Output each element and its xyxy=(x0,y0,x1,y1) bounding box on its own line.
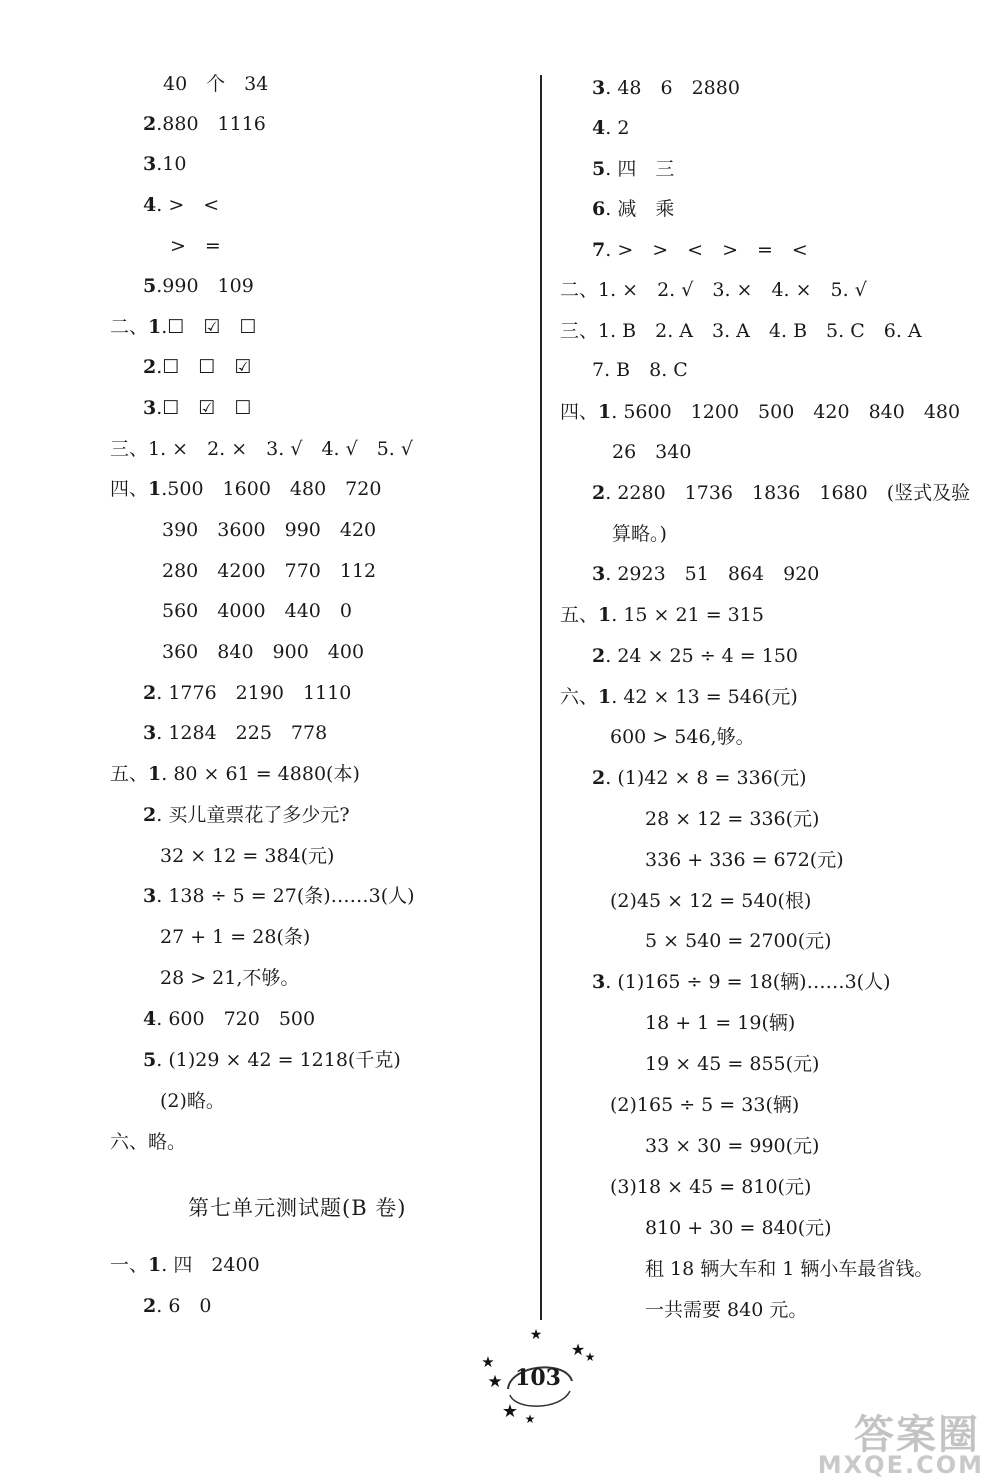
answer-line: 19 × 45 = 855(元) xyxy=(645,1053,820,1075)
answer-line: 5.990 109 xyxy=(143,275,254,297)
watermark-url: MXQE.COM xyxy=(817,1451,984,1479)
svg-text:★: ★ xyxy=(501,1401,519,1422)
watermark-text: 答案圈 xyxy=(854,1412,980,1458)
answer-line: 7. B 8. C xyxy=(592,359,688,381)
answer-line: 六、略。 xyxy=(110,1131,187,1153)
answer-line: 五、1. 80 × 61 = 4880(本) xyxy=(110,763,360,785)
answer-line: (2)165 ÷ 5 = 33(辆) xyxy=(610,1094,800,1116)
answer-line: 二、1. × 2. √ 3. × 4. × 5. √ xyxy=(560,279,867,301)
answer-line: 一、1. 四 2400 xyxy=(110,1254,260,1276)
answer-line: 2. 2280 1736 1836 1680 (竖式及验 xyxy=(592,482,971,504)
answer-line: 4. 2 xyxy=(592,117,630,139)
answer-line: 33 × 30 = 990(元) xyxy=(645,1135,820,1157)
answer-line: 5. 四 三 xyxy=(592,158,675,180)
answer-line: 3.☐ ☑ ☐ xyxy=(143,397,252,419)
answer-line: 280 4200 770 112 xyxy=(162,560,377,582)
answer-line: 390 3600 990 420 xyxy=(162,519,377,541)
answer-line: 40 个 34 xyxy=(163,73,269,95)
answer-line: 4. > < xyxy=(143,194,220,216)
answer-line: 3. 138 ÷ 5 = 27(条)……3(人) xyxy=(143,885,415,907)
answer-line: 32 × 12 = 384(元) xyxy=(160,845,335,867)
answer-line: 28 > 21,不够。 xyxy=(160,967,300,989)
answer-line: > = xyxy=(170,235,221,257)
answer-line: 5 × 540 = 2700(元) xyxy=(645,930,832,952)
page-footer xyxy=(470,1325,610,1435)
answer-line: (2)45 × 12 = 540(根) xyxy=(610,890,812,912)
answer-line: 2. 1776 2190 1110 xyxy=(143,682,352,704)
answer-line: 四、1. 5600 1200 500 420 840 480 xyxy=(560,401,961,423)
answer-line: 2.880 1116 xyxy=(143,113,266,135)
answer-line: 2. 24 × 25 ÷ 4 = 150 xyxy=(592,645,799,667)
answer-line: 600 > 546,够。 xyxy=(610,726,755,748)
column-divider xyxy=(540,75,542,1320)
page-number: 103 xyxy=(515,1365,561,1391)
svg-text:★: ★ xyxy=(481,1353,495,1371)
svg-text:★: ★ xyxy=(584,1350,596,1364)
answer-line: 2.☐ ☐ ☑ xyxy=(143,356,252,378)
answer-line: 六、1. 42 × 13 = 546(元) xyxy=(560,686,798,708)
answer-line: 18 + 1 = 19(辆) xyxy=(645,1012,796,1034)
answer-line: 三、1. B 2. A 3. A 4. B 5. C 6. A xyxy=(560,320,922,342)
answer-line: 6. 减 乘 xyxy=(592,198,675,220)
svg-text:★: ★ xyxy=(529,1327,543,1343)
answer-line: 3. 48 6 2880 xyxy=(592,77,740,99)
answer-line: 27 + 1 = 28(条) xyxy=(160,926,311,948)
answer-line: 3. 1284 225 778 xyxy=(143,722,328,744)
answer-line: 3. 2923 51 864 920 xyxy=(592,563,820,585)
answer-line: (2)略。 xyxy=(160,1090,225,1112)
answer-line: 五、1. 15 × 21 = 315 xyxy=(560,604,764,626)
answer-line: 2. 买儿童票花了多少元? xyxy=(143,804,350,826)
answer-line: 3.10 xyxy=(143,153,187,175)
answer-line: 5. (1)29 × 42 = 1218(千克) xyxy=(143,1049,401,1071)
answer-line: 810 + 30 = 840(元) xyxy=(645,1217,832,1239)
answer-line: 336 + 336 = 672(元) xyxy=(645,849,844,871)
answer-line: 租 18 辆大车和 1 辆小车最省钱。 xyxy=(645,1258,934,1280)
answer-line: 一共需要 840 元。 xyxy=(645,1299,808,1321)
answer-line: 3. (1)165 ÷ 9 = 18(辆)……3(人) xyxy=(592,971,891,993)
answer-line: 560 4000 440 0 xyxy=(162,600,352,622)
answer-line: 2. (1)42 × 8 = 336(元) xyxy=(592,767,807,789)
answer-line: 26 340 xyxy=(612,441,692,463)
answer-line: 4. 600 720 500 xyxy=(143,1008,316,1030)
answer-line: 360 840 900 400 xyxy=(162,641,365,663)
answer-line: 2. 6 0 xyxy=(143,1295,212,1317)
answer-line: 二、1.☐ ☑ ☐ xyxy=(110,316,257,338)
svg-text:★: ★ xyxy=(524,1412,536,1426)
answer-line: 三、1. × 2. × 3. √ 4. √ 5. √ xyxy=(110,438,413,460)
answer-line: 7. > > < > = < xyxy=(592,239,808,261)
answer-line: 28 × 12 = 336(元) xyxy=(645,808,820,830)
watermark xyxy=(722,1399,992,1479)
svg-text:★: ★ xyxy=(487,1372,503,1392)
answer-line: (3)18 × 45 = 810(元) xyxy=(610,1176,812,1198)
answer-line: 四、1.500 1600 480 720 xyxy=(110,478,382,500)
section-title: 第七单元测试题(B 卷) xyxy=(188,1196,407,1220)
svg-text:★: ★ xyxy=(570,1340,586,1359)
answer-line: 算略。) xyxy=(612,523,667,545)
